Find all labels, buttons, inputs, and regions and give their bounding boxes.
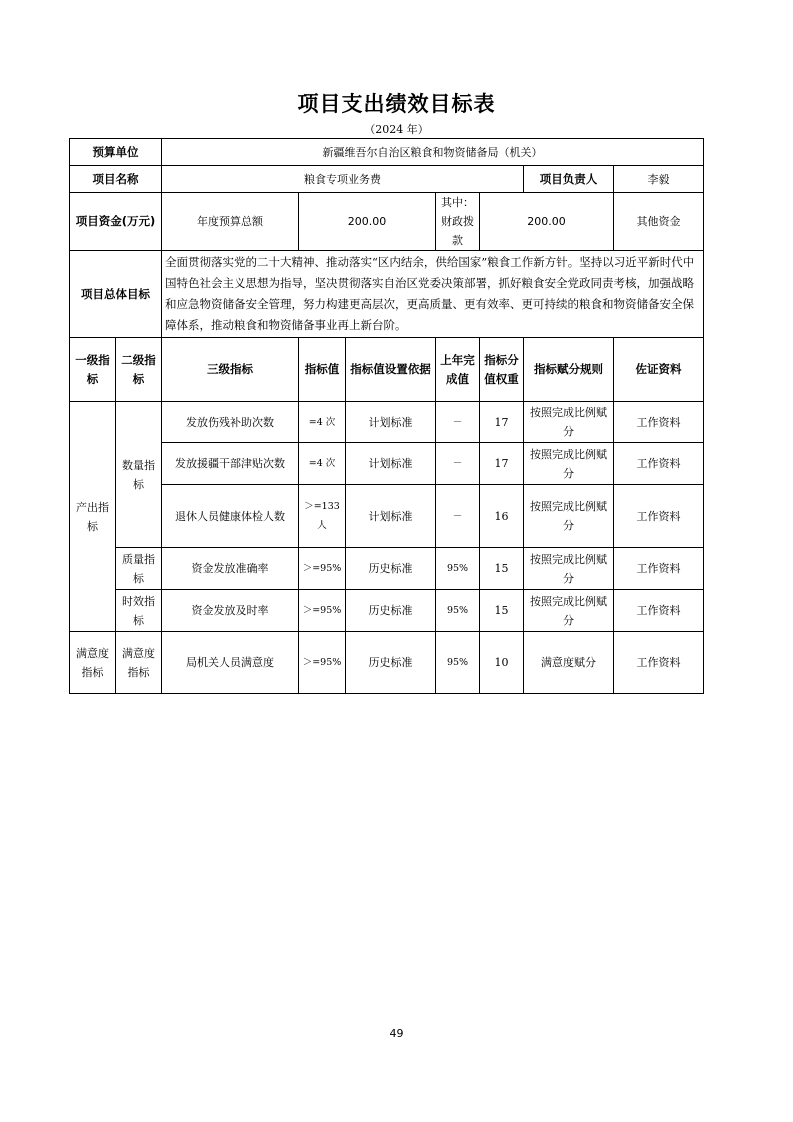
header-row	[70, 338, 704, 402]
overall-goal-row	[70, 251, 704, 338]
table-row	[70, 485, 704, 548]
fiscal-allocation-value: 200.00	[480, 193, 614, 251]
header-last-year: 上年完成值	[436, 338, 480, 402]
project-funds-row	[70, 193, 704, 251]
indicator-basis: 历史标准	[346, 632, 436, 694]
indicator-value: =4 次	[299, 443, 346, 485]
indicator-last-year: 95%	[436, 548, 480, 590]
indicator-name: 资金发放准确率	[162, 548, 299, 590]
indicator-evidence: 工作资料	[614, 632, 704, 694]
header-weight: 指标分值权重	[480, 338, 524, 402]
header-level1: 一级指标	[70, 338, 116, 402]
indicator-name: 发放伤残补助次数	[162, 402, 299, 443]
indicator-value: ＞=95%	[299, 632, 346, 694]
group-satisfaction-sub: 满意度指标	[116, 632, 162, 694]
table-row	[70, 632, 704, 694]
indicator-name: 资金发放及时率	[162, 590, 299, 632]
indicator-last-year: 95%	[436, 632, 480, 694]
annual-budget-value: 200.00	[299, 193, 436, 251]
table-row	[70, 443, 704, 485]
group-timeliness: 时效指标	[116, 590, 162, 632]
indicator-basis: 历史标准	[346, 590, 436, 632]
year-label: （2024 年）	[364, 123, 429, 136]
indicator-weight: 17	[480, 402, 524, 443]
table-row	[70, 402, 704, 443]
project-leader-value: 李毅	[614, 166, 704, 193]
header-level3: 三级指标	[162, 338, 299, 402]
indicator-evidence: 工作资料	[614, 402, 704, 443]
fiscal-allocation-label: 其中：财政拨款	[436, 193, 480, 251]
indicator-value: ＞=133 人	[299, 485, 346, 548]
header-basis: 指标值设置依据	[346, 338, 436, 402]
indicator-last-year: －	[436, 443, 480, 485]
indicator-weight: 15	[480, 590, 524, 632]
project-leader-label: 项目负责人	[524, 166, 614, 193]
header-value: 指标值	[299, 338, 346, 402]
indicator-rule: 按照完成比例赋分	[524, 402, 614, 443]
budget-unit-value: 新疆维吾尔自治区粮食和物资储备局（机关）	[162, 139, 704, 166]
header-evidence: 佐证资料	[614, 338, 704, 402]
project-name-label: 项目名称	[70, 166, 162, 193]
indicator-rule: 按照完成比例赋分	[524, 590, 614, 632]
other-funds-label: 其他资金	[614, 193, 704, 251]
indicator-last-year: 95%	[436, 590, 480, 632]
project-name-value: 粮食专项业务费	[162, 166, 524, 193]
budget-unit-row	[70, 139, 704, 166]
table-row	[70, 590, 704, 632]
indicator-basis: 计划标准	[346, 402, 436, 443]
indicator-rule: 按照完成比例赋分	[524, 485, 614, 548]
project-funds-label: 项目资金(万元)	[70, 193, 162, 251]
performance-table	[69, 138, 704, 694]
page-title: 项目支出绩效目标表	[297, 92, 496, 116]
indicator-name: 发放援疆干部津贴次数	[162, 443, 299, 485]
indicator-weight: 10	[480, 632, 524, 694]
project-name-row	[70, 166, 704, 193]
indicator-weight: 15	[480, 548, 524, 590]
group-output: 产出指标	[70, 402, 116, 632]
indicator-name: 局机关人员满意度	[162, 632, 299, 694]
group-satisfaction: 满意度指标	[70, 632, 116, 694]
indicator-rule: 按照完成比例赋分	[524, 548, 614, 590]
budget-unit-label: 预算单位	[70, 139, 162, 166]
indicator-weight: 16	[480, 485, 524, 548]
indicator-basis: 计划标准	[346, 485, 436, 548]
indicator-evidence: 工作资料	[614, 590, 704, 632]
group-quantity: 数量指标	[116, 402, 162, 548]
header-rule: 指标赋分规则	[524, 338, 614, 402]
indicator-last-year: －	[436, 485, 480, 548]
indicator-rule: 按照完成比例赋分	[524, 443, 614, 485]
overall-goal-value: 全面贯彻落实党的二十大精神、推动落实“区内结余，供给国家”粮食工作新方针。坚持以习近平新时代中国特色社会主义思想为指导，坚决贯彻落实自治区党委决策部署，抓好粮食安全党政同责考核，加强战略和应急物资储备安全管理，努力构建更高层次，更高质量、更有效率、更可持续的粮食和物资储备安全保障体系，推动粮食和物资储备事业再上新台阶。	[162, 251, 704, 338]
indicator-value: =4 次	[299, 402, 346, 443]
indicator-last-year: －	[436, 402, 480, 443]
indicator-name: 退休人员健康体检人数	[162, 485, 299, 548]
group-quality: 质量指标	[116, 548, 162, 590]
indicator-evidence: 工作资料	[614, 548, 704, 590]
indicator-value: ＞=95%	[299, 548, 346, 590]
indicator-basis: 计划标准	[346, 443, 436, 485]
indicator-rule: 满意度赋分	[524, 632, 614, 694]
overall-goal-label: 项目总体目标	[70, 251, 162, 338]
page-number: 49	[389, 1027, 404, 1040]
header-level2: 二级指标	[116, 338, 162, 402]
annual-budget-label: 年度预算总额	[162, 193, 299, 251]
indicator-value: ＞=95%	[299, 590, 346, 632]
indicator-evidence: 工作资料	[614, 443, 704, 485]
indicator-weight: 17	[480, 443, 524, 485]
table-row	[70, 548, 704, 590]
indicator-basis: 历史标准	[346, 548, 436, 590]
indicator-evidence: 工作资料	[614, 485, 704, 548]
